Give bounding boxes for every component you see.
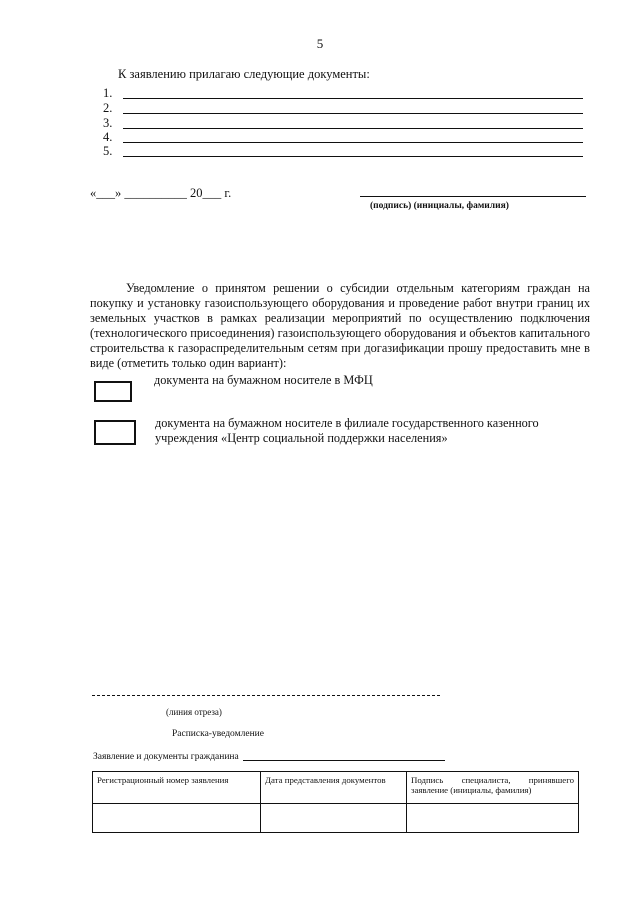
option-branch-checkbox[interactable] [94,420,136,445]
date-line: «___» __________ 20___ г. [90,186,232,200]
table-cell[interactable] [407,804,579,833]
attachment-line-2 [103,101,583,116]
table-header-row [93,772,579,804]
blank-line [123,142,583,143]
notice-paragraph: Уведомление о принятом решении о субсидии отдельным категориям граждан на покупку и установку газоиспользующего оборудования и проведение работ внутри границ их земельных участков в рамках реализации мероприятий по осуществлению подключения (технологического присоединения) газоиспользующего оборудования и объектов капитального строительства к газораспределительным сетям при догазификации прошу предоставить мне в виде (отметить только один вариант): [90,281,590,370]
signature-caption: (подпись) (инициалы, фамилия) [370,201,509,211]
option-branch-label: документа на бумажном носителе в филиале государственного казенного учреждения «Центр социальной поддержки населения» [155,416,539,445]
attachments-intro: К заявлению прилагаю следующие документы: [118,67,370,81]
column-header: Дата представления документов [261,772,407,804]
attachment-number: 2. [103,101,113,115]
receipt-text: Заявление и документы гражданина [93,752,239,762]
blank-line [123,98,583,99]
attachment-line-5 [103,144,583,159]
attachment-number: 4. [103,130,113,144]
blank-line [123,128,583,129]
option-mfc-label: документа на бумажном носителе в МФЦ [154,373,373,387]
registration-table [92,771,579,833]
attachment-number: 1. [103,86,113,100]
signature-line [360,196,586,197]
attachment-line-3 [103,116,583,131]
blank-line [123,113,583,114]
table-cell[interactable] [93,804,261,833]
option-mfc-checkbox[interactable] [94,381,132,402]
table-cell[interactable] [261,804,407,833]
page-number: 5 [316,36,324,51]
cut-line-caption: (линия отреза) [166,707,222,717]
attachment-line-4 [103,130,583,145]
receipt-title: Расписка-уведомление [172,729,264,739]
column-header: Регистрационный номер заявления [93,772,261,804]
attachment-number: 5. [103,144,113,158]
table-row [93,804,579,833]
attachment-number: 3. [103,116,113,130]
receipt-citizen-blank [243,760,445,761]
column-header: Подпись специалиста, принявшего заявление (инициалы, фамилия) [407,772,579,804]
attachment-line-1 [103,86,583,101]
blank-line [123,156,583,157]
cut-line [92,695,440,696]
